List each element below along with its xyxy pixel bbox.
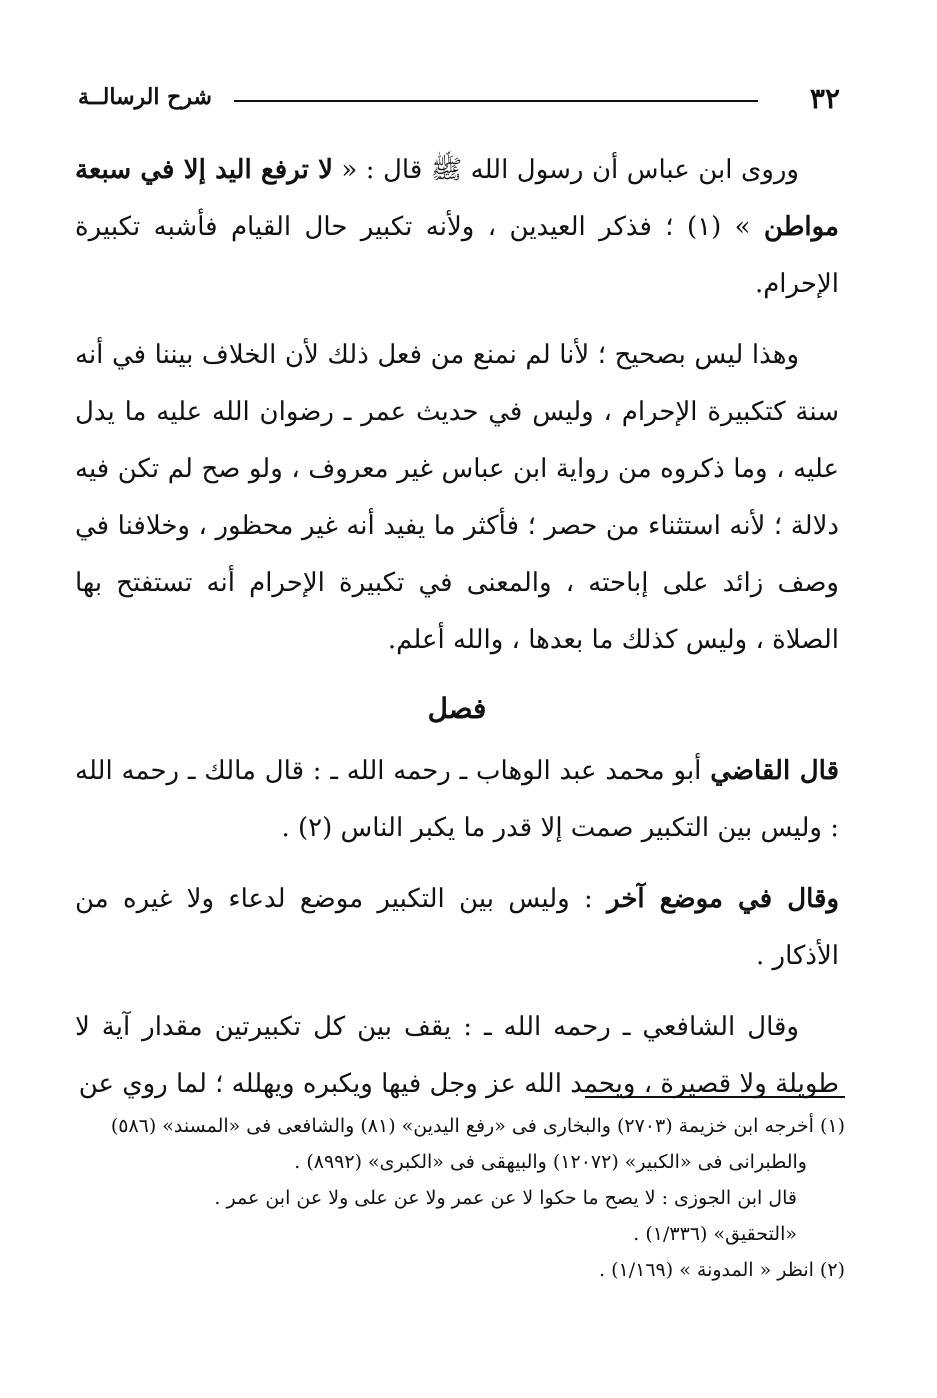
footnote-2: (٢) انظر « المدونة » (١/١٦٩) . [599,1259,845,1281]
footnotes [75,1108,845,1288]
footnote-1-line-1: (١) أخرجه ابن خزيمة (٢٧٠٣) والبخارى فى «رفع اليدين» (٨١) والشافعى فى «المسند» (٥٨٦) [110,1115,845,1137]
page-number: ٣٢ [809,82,840,115]
paragraph-5: وقال الشافعي ـ رحمه الله ـ : يقف بين كل تكبيرتين مقدار آية لا طويلة ولا قصيرة ، ويحمد الله عز وجل فيها ويكبره ويهلله ؛ لما روي عن [75,1012,839,1099]
paragraph-1-lead: وروى ابن عباس أن رسول الله ﷺ قال : « [332,155,799,185]
paragraph-3-rest: أبو محمد عبد الوهاب ـ رحمه الله ـ : قال مالك ـ رحمه الله : وليس بين التكبير صمت إلا قدر ما يكبر الناس (٢) . [75,756,839,843]
page-header [78,80,840,120]
hadith-quote: لا ترفع اليد إلا في سبعة مواطن [75,155,839,242]
paragraph-1 [75,142,839,313]
main-text [75,142,839,1113]
paragraph-1-rest: » (١) ؛ فذكر العيدين ، ولأنه تكبير حال القيام فأشبه تكبيرة الإحرام. [75,212,839,299]
paragraph-3-lead: قال القاضي [710,756,840,786]
header-rule [234,100,758,102]
footnote-1-line-4: «التحقيق» (١/٣٣٦) . [633,1223,797,1245]
paragraph-4-rest: : وليس بين التكبير موضع لدعاء ولا غيره من الأذكار . [75,884,839,971]
footnote-rule [585,1096,845,1098]
footnote-1-line-3: قال ابن الجوزى : لا يصح ما حكوا لا عن عمر ولا عن على ولا عن ابن عمر . [214,1187,797,1209]
paragraph-4-lead: وقال في موضع آخر [607,884,840,914]
footnote-1-line-2: والطبرانى فى «الكبير» (١٢٠٧٢) والبيهقى فى «الكبرى» (٨٩٩٢) . [294,1151,807,1173]
paragraph-3 [75,743,839,857]
section-heading: فصل [427,692,487,725]
running-title: شرح الرسالــة [78,84,212,110]
paragraph-2: وهذا ليس بصحيح ؛ لأنا لم نمنع من فعل ذلك لأن الخلاف بيننا في أنه سنة كتكبيرة الإحرام ، وليس في حديث عمر ـ رضوان الله عليه ما يدل عليه ، وما ذكروه من رواية ابن عباس غير معروف ، ولو صح لم تكن فيه دلالة ؛ لأنه استثناء من حصر ؛ فأكثر ما يفيد أنه غير محظور ، وخلافنا في وصف زائد على إباحته ، والمعنى في تكبيرة الإحرام أنه تستفتح بها الصلاة ، وليس كذلك ما بعدها ، والله أعلم. [75,340,839,655]
paragraph-4 [75,871,839,985]
